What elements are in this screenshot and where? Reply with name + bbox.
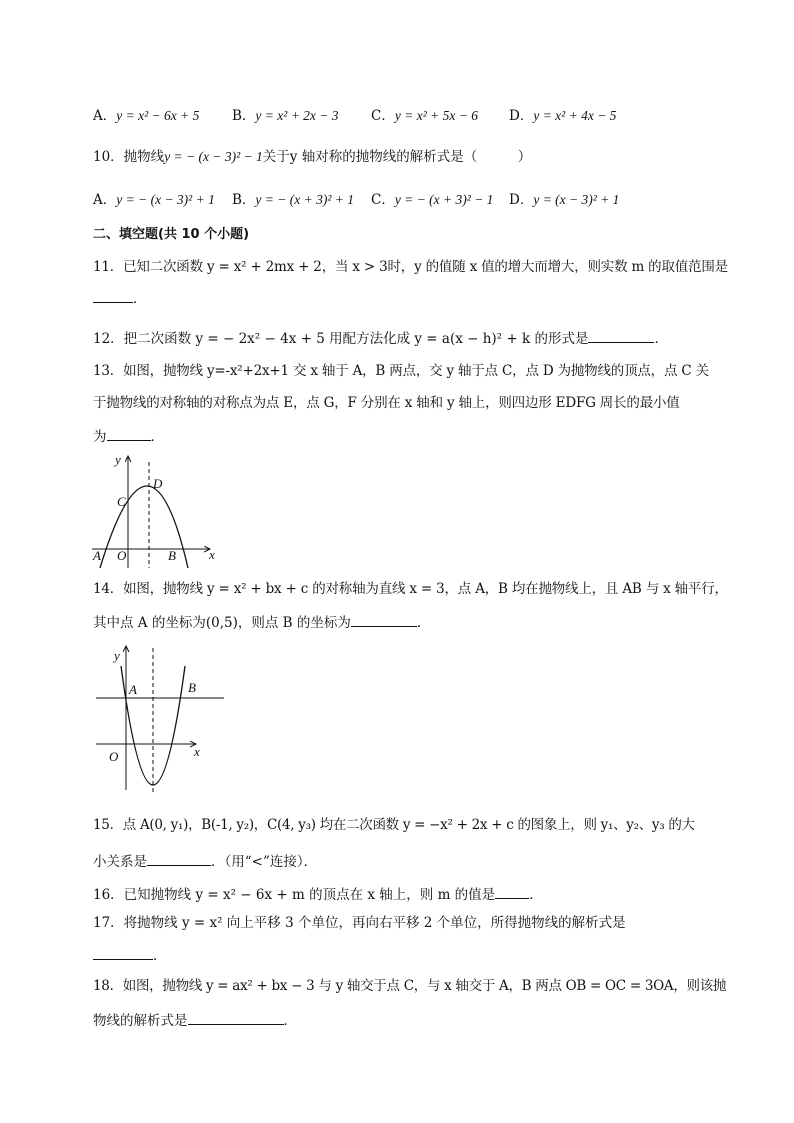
label-a: A [93, 548, 101, 563]
q11-line2: ． [93, 288, 147, 308]
q12-blank[interactable] [588, 328, 654, 343]
q10-option-c: C．y = − (x + 3)² − 1 [371, 192, 494, 208]
figure-14 [92, 640, 232, 798]
label-y: y [114, 648, 120, 663]
label-b: B [188, 680, 196, 695]
q16-blank[interactable] [495, 884, 529, 899]
q15-line1: 15．点 A(0, y₁)，B(-1, y₂)，C(4, y₃) 均在二次函数 y = −x² + 2x + c 的图象上，则 y₁、y₂、y₃ 的大 [93, 817, 695, 833]
figure-13 [88, 452, 220, 570]
q17-line1: 17．将抛物线 y = x² 向上平移 3 个单位，再向右平移 2 个单位，所得抛物线的解析式是 [93, 915, 626, 931]
q14-line1: 14．如图，抛物线 y = x² + bx + c 的对称轴为直线 x = 3，点 A，B 均在抛物线上，且 AB 与 x 轴平行， [93, 581, 728, 597]
label-o: O [117, 548, 127, 563]
q17-line2: ． [93, 945, 167, 965]
q12-stem: 12．把二次函数 y = − 2x² − 4x + 5 用配方法化成 y = a(x − h)² + k 的形式是 ． [93, 328, 668, 348]
q18-line2: 物线的解析式是 ． [93, 1010, 297, 1030]
q16-stem: 16．已知抛物线 y = x² − 6x + m 的顶点在 x 轴上，则 m 的值是 ． [93, 884, 543, 904]
q17-blank[interactable] [93, 945, 153, 960]
q10-stem: 10．抛物线y = − (x − 3)² − 1关于y 轴对称的抛物线的解析式是（ ） [93, 149, 532, 165]
q13-blank[interactable] [107, 426, 151, 441]
q13-line2: 于抛物线的对称轴的对称点为点 E，点 G，F 分别在 x 轴和 y 轴上，则四边形 EDFG 周长的最小值 [93, 395, 680, 411]
q14-blank[interactable] [351, 612, 417, 627]
q9-option-c: C．y = x² + 5x − 6 [371, 108, 478, 124]
label-y: y [115, 452, 121, 467]
q15-blank[interactable] [147, 851, 211, 866]
q13-line3: 为 ． [93, 426, 164, 446]
q15-line2: 小关系是 ．（用“<”连接）． [93, 851, 317, 871]
label-a: A [129, 682, 137, 697]
q10-option-d: D．y = (x − 3)² + 1 [509, 192, 620, 208]
q9-option-b: B．y = x² + 2x − 3 [232, 108, 339, 124]
label-x: x [209, 547, 215, 562]
section-heading: 二、填空题(共 10 个小题) [93, 227, 250, 242]
q10-option-a: A．y = − (x − 3)² + 1 [93, 192, 215, 208]
label-b: B [168, 548, 176, 563]
label-o: O [109, 749, 119, 764]
q11-blank[interactable] [93, 288, 133, 303]
q10-option-b: B．y = − (x + 3)² + 1 [232, 192, 355, 208]
label-c: C [117, 494, 126, 509]
q18-blank[interactable] [188, 1010, 284, 1025]
q13-line1: 13．如图，抛物线 y=-x²+2x+1 交 x 轴于 A，B 两点，交 y 轴于点 C，点 D 为抛物线的顶点，点 C 关 [93, 363, 709, 379]
q9-option-d: D．y = x² + 4x − 5 [509, 108, 617, 124]
q11-line1: 11．已知二次函数 y = x² + 2mx + 2，当 x > 3时，y 的值随 x 值的增大而增大，则实数 m 的取值范围是 [93, 259, 728, 275]
label-x: x [194, 744, 200, 759]
q14-line2: 其中点 A 的坐标为(0,5)，则点 B 的坐标为 ． [93, 612, 430, 632]
q9-option-a: A．y = x² − 6x + 5 [93, 108, 200, 124]
q18-line1: 18．如图，抛物线 y = ax² + bx − 3 与 y 轴交于点 C，与 x 轴交于 A，B 两点 OB = OC = 3OA，则该抛 [93, 978, 727, 994]
label-d: D [153, 476, 163, 491]
